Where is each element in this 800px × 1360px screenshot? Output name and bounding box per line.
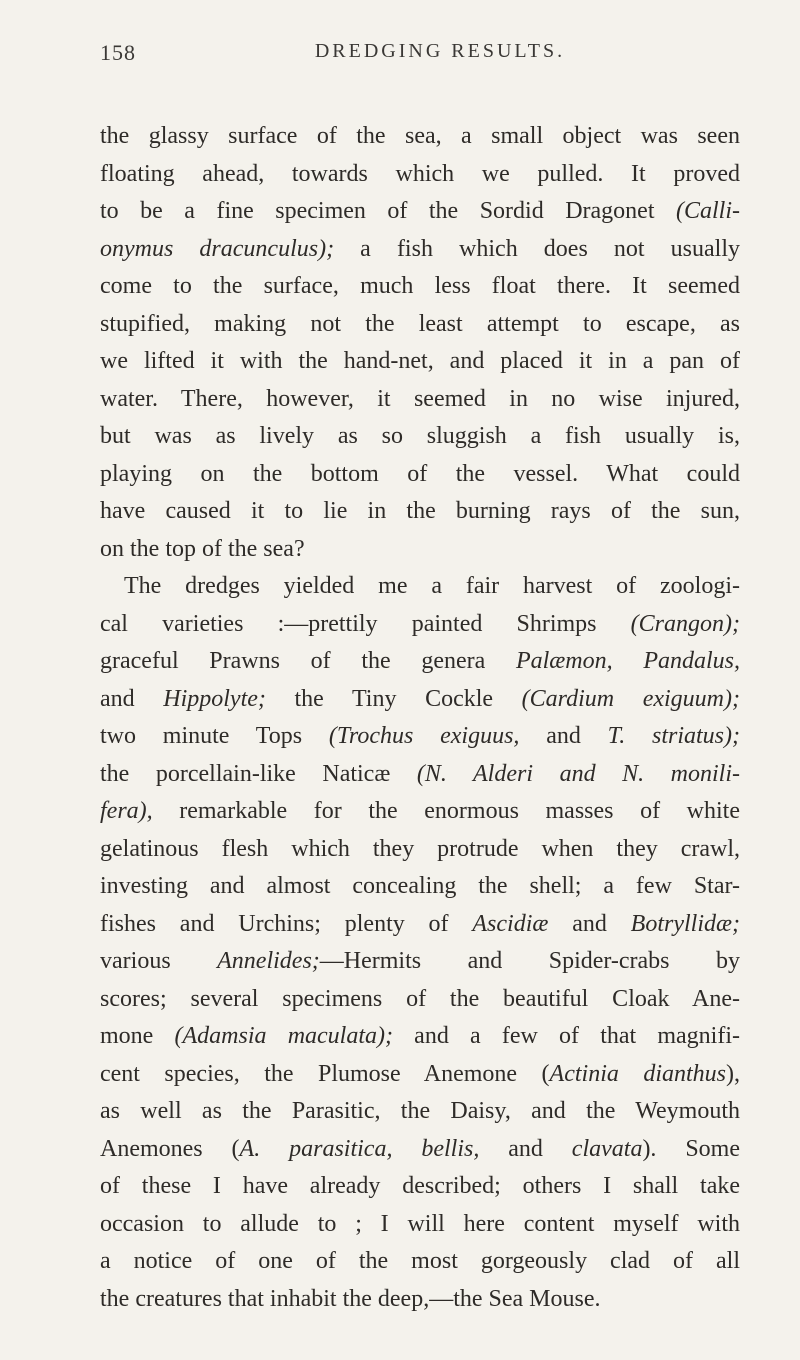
text-run: the creatures that inhabit the deep,—the Sea Mouse.	[100, 1285, 601, 1312]
text-run: the porcellain-like Naticæ	[100, 760, 417, 787]
text-run: a fish which does not usually	[334, 235, 741, 262]
text-run: stupified, making not the least attempt to escape, as	[100, 310, 740, 337]
text-line	[100, 1131, 740, 1169]
text-run: the glassy surface of the sea, a small object was seen	[100, 123, 740, 149]
text-run: to be a fine specimen of the Sordid Dragonet	[100, 198, 676, 224]
text-line	[100, 568, 740, 606]
text-run: ). Some	[642, 1135, 740, 1162]
text-run: we lifted it with the hand-net, and placed it in a pan of	[100, 348, 740, 374]
text-run: and	[100, 685, 164, 712]
page-header	[100, 40, 740, 70]
text-run: —Hermits and Spider-crabs by	[319, 948, 741, 974]
italic-text: (Crangon);	[630, 610, 740, 637]
text-run: have caused it to lie in the burning rays of the sun,	[100, 498, 740, 524]
text-line	[100, 718, 740, 756]
text-run: and	[479, 1135, 572, 1162]
text-line	[100, 268, 740, 306]
italic-text: A. parasitica, bellis,	[239, 1135, 480, 1162]
text-line	[100, 681, 740, 719]
text-line	[100, 643, 740, 681]
text-line	[100, 1281, 740, 1319]
text-run: water. There, however, it seemed in no wise injured,	[100, 385, 740, 412]
italic-text: (Trochus exiguus,	[328, 723, 520, 749]
text-line	[100, 906, 740, 944]
text-line	[100, 981, 740, 1019]
text-run: Anemones (	[100, 1135, 240, 1162]
text-line	[100, 456, 740, 494]
italic-text: fera),	[100, 798, 153, 824]
text-run: cal varieties :—prettily painted Shrimps	[100, 610, 631, 637]
text-line	[100, 306, 740, 344]
text-line	[100, 343, 740, 381]
body-text	[100, 118, 740, 1318]
italic-text: (Calli-	[676, 198, 740, 224]
italic-text: clavata	[571, 1135, 643, 1162]
text-line	[100, 1093, 740, 1131]
text-run: floating ahead, towards which we pulled. It proved	[100, 160, 740, 187]
italic-text: Actinia dianthus	[549, 1060, 726, 1087]
text-run: and	[519, 723, 608, 749]
italic-text: (Cardium exiguum);	[521, 685, 740, 712]
text-run: remarkable for the enormous masses of white	[152, 798, 740, 824]
text-run: of these I have already described; others I shall take	[100, 1173, 740, 1199]
text-run: and	[548, 910, 631, 937]
italic-text: T. striatus);	[607, 723, 741, 749]
text-line	[100, 493, 740, 531]
text-line	[100, 418, 740, 456]
text-line	[100, 868, 740, 906]
italic-text: Ascidiæ	[472, 910, 549, 937]
text-line	[100, 193, 740, 231]
text-line	[100, 1206, 740, 1244]
text-run: two minute Tops	[100, 723, 329, 749]
italic-text: (Adamsia maculata);	[174, 1023, 393, 1049]
text-run: on the top of the sea?	[100, 535, 305, 562]
text-run: graceful Prawns of the genera	[100, 648, 516, 674]
italic-text: Hippolyte;	[163, 685, 266, 712]
italic-text: onymus dracunculus);	[100, 235, 335, 262]
text-line	[100, 1018, 740, 1056]
text-line	[100, 1056, 740, 1094]
text-line	[100, 118, 740, 156]
text-line	[100, 943, 740, 981]
text-run: playing on the bottom of the vessel. What could	[100, 460, 740, 487]
italic-text: (N. Alderi and N. monili-	[416, 760, 741, 787]
text-run: the Tiny Cockle	[265, 685, 522, 712]
page-number: 158	[100, 40, 136, 65]
text-run: come to the surface, much less float there. It seemed	[100, 273, 740, 299]
text-run: occasion to allude to ; I will here content myself with	[100, 1210, 740, 1237]
italic-text: Palæmon, Pandalus,	[515, 648, 740, 674]
text-run: as well as the Parasitic, the Daisy, and the Weymouth	[100, 1098, 740, 1124]
text-line	[100, 156, 740, 194]
text-run: various	[100, 948, 218, 974]
text-run: and a few of that magnifi-	[393, 1023, 741, 1049]
text-line	[100, 231, 740, 269]
text-run: cent species, the Plumose Anemone (	[100, 1060, 550, 1087]
text-line	[100, 793, 740, 831]
text-line	[100, 831, 740, 869]
text-run: fishes and Urchins; plenty of	[100, 910, 473, 937]
text-line	[100, 381, 740, 419]
text-line	[100, 756, 740, 794]
italic-text: Annelides;	[217, 948, 320, 974]
text-run: but was as lively as so sluggish a fish usually is,	[100, 423, 740, 449]
text-line	[100, 1168, 740, 1206]
running-head: DREDGING RESULTS.	[314, 40, 566, 62]
text-run: a notice of one of the most gorgeously clad of all	[100, 1248, 740, 1274]
text-line	[100, 1243, 740, 1281]
text-run: The dredges yielded me a fair harvest of zoologi-	[124, 573, 740, 599]
text-run: scores; several specimens of the beautiful Cloak Ane-	[100, 985, 740, 1012]
text-line	[100, 531, 740, 569]
text-run: ),	[726, 1060, 740, 1087]
text-run: investing and almost concealing the shell; a few Star-	[100, 873, 740, 899]
italic-text: Botryllidæ;	[630, 910, 740, 937]
text-line	[100, 606, 740, 644]
text-run: mone	[100, 1023, 175, 1049]
text-run: gelatinous flesh which they protrude when they crawl,	[100, 835, 740, 862]
